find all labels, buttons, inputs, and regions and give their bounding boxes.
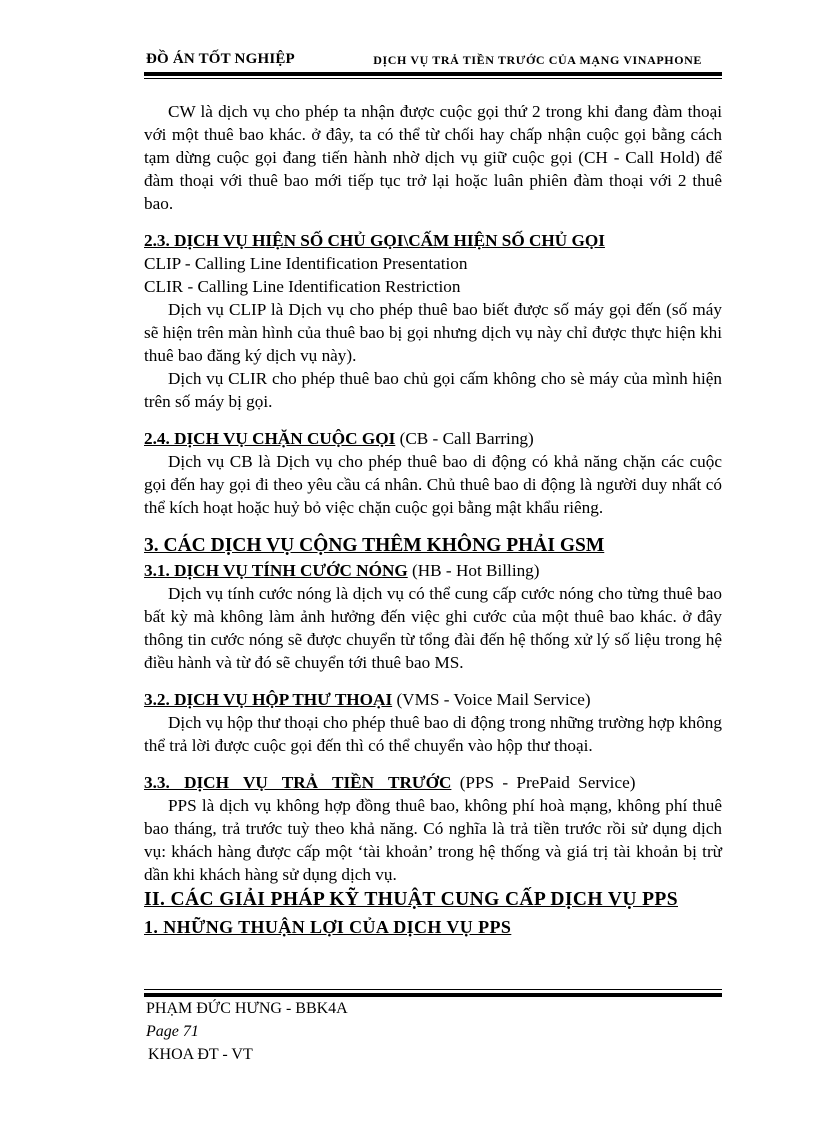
header-rule-thin (144, 78, 722, 79)
clir-line: CLIR - Calling Line Identification Restriction (144, 277, 461, 296)
section-2-3-heading (144, 229, 722, 252)
section-II-title: II. CÁC GIẢI PHÁP KỸ THUẬT CUNG CẤP DỊCH VỤ PPS (144, 889, 678, 910)
section-1-title: 1. NHỮNG THUẬN LỢI CỦA DỊCH VỤ PPS (144, 917, 512, 937)
section-3-1-title: 3.1. DỊCH VỤ TÍNH CƯỚC NÓNG (144, 561, 408, 580)
document-body (144, 100, 722, 940)
section-2-4-suffix: (CB - Call Barring) (395, 429, 534, 448)
cw-paragraph: CW là dịch vụ cho phép ta nhận được cuộc gọi thứ 2 trong khi đang đàm thoại với một thuê bao khác. ở đây, ta có thể từ chối hay chấp nhận cuộc gọi bằng cách tạm dừng cuộc gọi đang tiến hành nhờ dịch vụ giữ cuộc gọi (CH - Call Hold) để đàm thoại với thuê bao mới tiếp tục trở lại hoặc luân phiên đàm thoại với 2 thuê bao. (144, 102, 722, 213)
footer-page-number: Page 71 (146, 1023, 199, 1040)
page-footer (146, 997, 724, 1066)
section-3-3-heading (144, 771, 722, 794)
cb-paragraph: Dịch vụ CB là Dịch vụ cho phép thuê bao di động có khả năng chặn các cuộc gọi đến hay gọi đi theo yêu cầu cá nhân. Chủ thuê bao di động là người duy nhất có thể kích hoạt hoặc huỷ bỏ việc chặn cuộc gọi bằng mật khẩu riêng. (144, 452, 722, 517)
footer-department: KHOA ĐT - VT (148, 1046, 253, 1063)
section-2-4-title: 2.4. DỊCH VỤ CHẶN CUỘC GỌI (144, 429, 396, 448)
clip-paragraph: Dịch vụ CLIP là Dịch vụ cho phép thuê bao biết được số máy gọi đến (số máy sẽ hiện trên màn hình của thuê bao bị gọi nhưng dịch vụ này chỉ được thực hiện khi thuê bao đăng ký dịch vụ này). (144, 300, 722, 365)
hb-paragraph: Dịch vụ tính cước nóng là dịch vụ có thể cung cấp cước nóng cho từng thuê bao bất kỳ mà không làm ảnh hưởng đến việc ghi cước của một thuê bao khác. ở đây thông tin cước nóng sẽ được chuyển từ tổng đài đến hệ thống xử lý số liệu trong hệ điều hành và từ đó sẽ chuyển tới thuê bao MS. (144, 584, 722, 672)
header-left-title: ĐỒ ÁN TỐT NGHIỆP (146, 51, 295, 67)
section-2-4-heading (144, 427, 722, 450)
section-3-2-heading (144, 688, 722, 711)
vms-paragraph: Dịch vụ hộp thư thoại cho phép thuê bao di động trong những trường hợp không thể trả lời được cuộc gọi đến thì có thể chuyển vào hộp thư thoại. (144, 713, 722, 755)
header-rule-thick (144, 72, 722, 76)
section-3-1-suffix: (HB - Hot Billing) (407, 561, 540, 580)
clir-paragraph: Dịch vụ CLIR cho phép thuê bao chủ gọi cấm không cho sè máy của mình hiện trên số máy bị gọi. (144, 369, 722, 411)
section-2-3-title: 2.3. DỊCH VỤ HIỆN SỐ CHỦ GỌI\CẤM HIỆN SỐ CHỦ GỌI (144, 231, 605, 250)
page-header (146, 48, 722, 70)
section-3-1-heading (144, 559, 722, 582)
clip-line: CLIP - Calling Line Identification Presentation (144, 254, 468, 273)
section-3-title: 3. CÁC DỊCH VỤ CỘNG THÊM KHÔNG PHẢI GSM (144, 535, 605, 556)
section-3-2-suffix: (VMS - Voice Mail Service) (392, 690, 591, 709)
section-II-heading (144, 886, 722, 914)
section-3-heading (144, 533, 722, 559)
header-right-title: DỊCH VỤ TRẢ TIỀN TRƯỚC CỦA MẠNG VINAPHONE (373, 53, 702, 67)
section-3-3-suffix: (PPS - PrePaid Service) (451, 773, 636, 792)
footer-author: PHẠM ĐỨC HƯNG - BBK4A (146, 1000, 348, 1017)
footer-rule-thin (144, 989, 722, 990)
section-1-heading (144, 914, 722, 940)
section-3-3-title: 3.3. DỊCH VỤ TRẢ TIỀN TRƯỚC (144, 773, 452, 792)
section-3-2-title: 3.2. DỊCH VỤ HỘP THƯ THOẠI (144, 690, 393, 709)
pps-paragraph: PPS là dịch vụ không hợp đồng thuê bao, không phí hoà mạng, không phí thuê bao tháng, trả trước tuỳ theo khả năng. Có nghĩa là trả tiền trước rồi sử dụng dịch vụ: khách hàng được cấp một ‘tài khoản’ trong hệ thống và giá trị tài khoản bị trừ dần khi khách hàng sử dụng dịch vụ. (144, 796, 722, 884)
